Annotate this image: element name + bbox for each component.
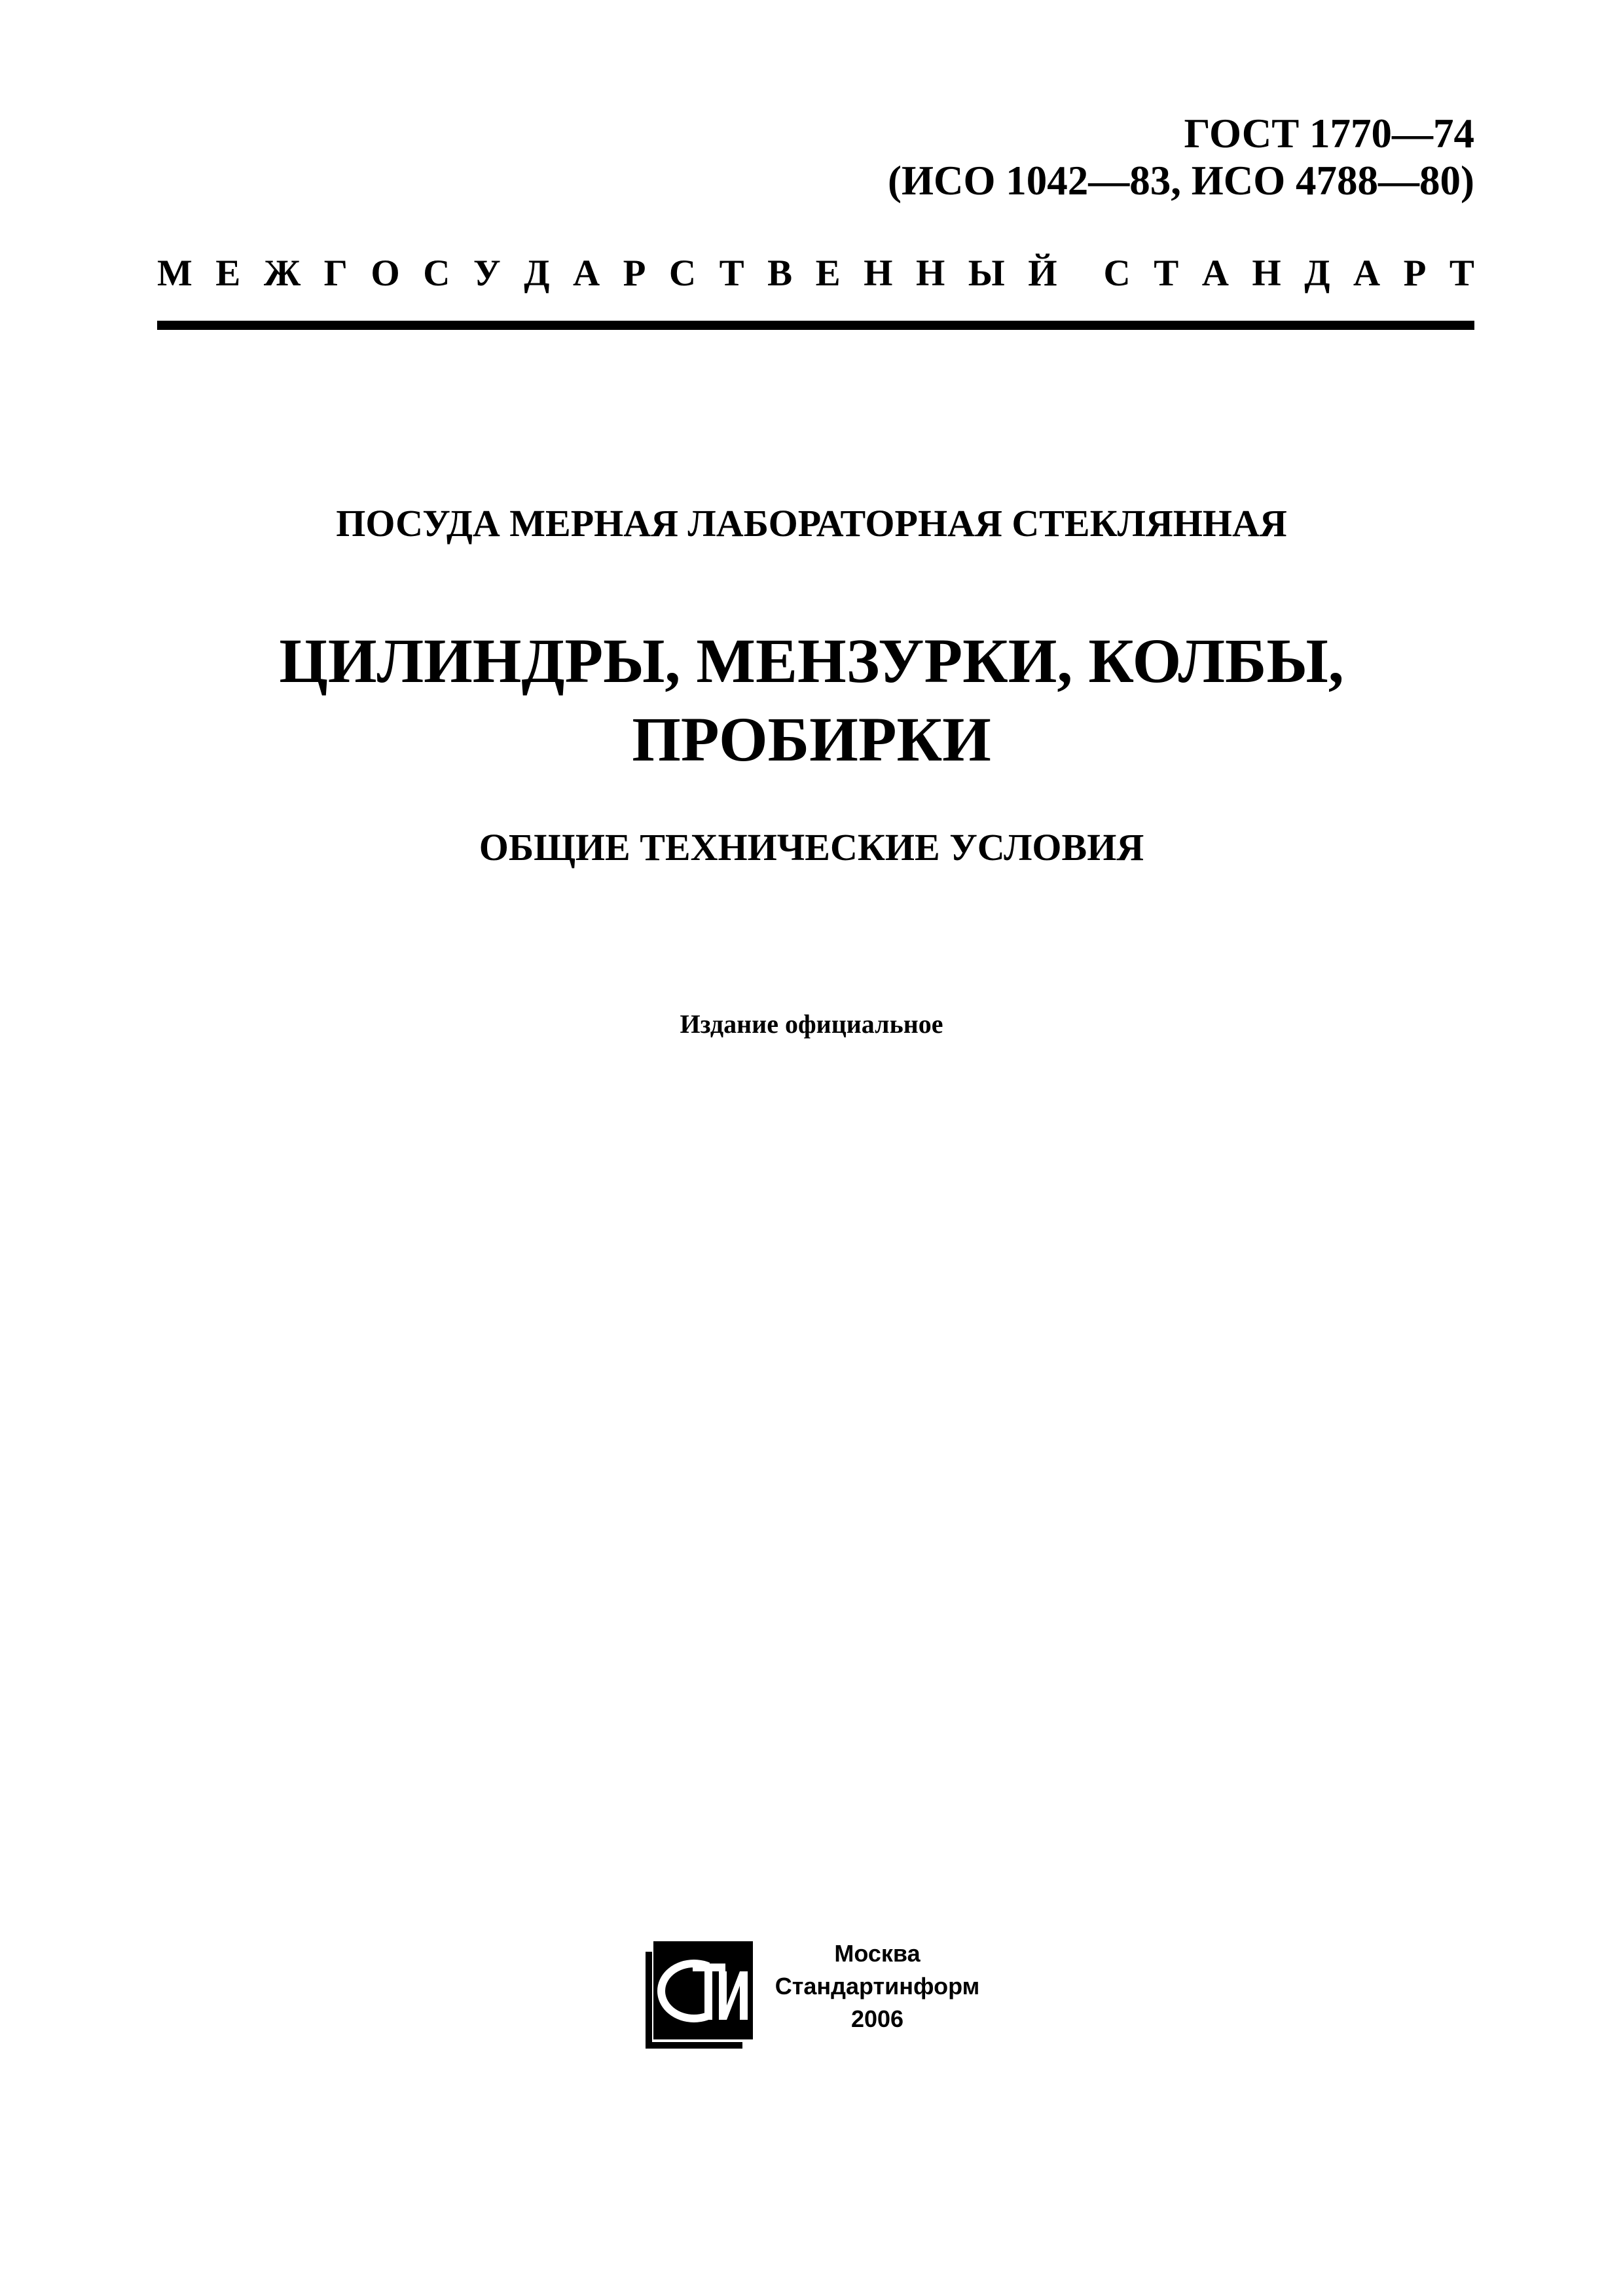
publisher-name: Стандартинформ (775, 1973, 980, 2000)
interstate-letter: Т (1154, 253, 1179, 294)
edition-note: Издание официальное (680, 1009, 943, 1039)
interstate-letter: С (668, 253, 697, 294)
interstate-letter: О (371, 253, 400, 294)
interstate-letter: Р (623, 253, 646, 294)
interstate-letter: Д (524, 253, 550, 294)
interstate-letter: А (1201, 253, 1229, 294)
interstate-letter: Ж (263, 253, 301, 294)
interstate-letter: С (1103, 253, 1131, 294)
document-subject: ПОСУДА МЕРНАЯ ЛАБОРАТОРНАЯ СТЕКЛЯННАЯ (336, 502, 1287, 545)
interstate-standard-label (157, 247, 1474, 300)
header-divider (157, 321, 1474, 330)
interstate-letter: Н (1252, 253, 1281, 294)
document-subtitle: ОБЩИЕ ТЕХНИЧЕСКИЕ УСЛОВИЯ (479, 826, 1144, 869)
interstate-letter: Е (215, 253, 241, 294)
interstate-letter: Й (1028, 253, 1057, 294)
publisher-block (766, 1937, 989, 2036)
interstate-letter: Д (1304, 253, 1330, 294)
interstate-letter: Т (1449, 253, 1474, 294)
document-title (0, 622, 1623, 779)
title-line: ЦИЛИНДРЫ, МЕНЗУРКИ, КОЛБЫ, (279, 626, 1344, 696)
interstate-letter: М (157, 253, 192, 294)
interstate-letter: А (1353, 253, 1381, 294)
interstate-letter: С (423, 253, 450, 294)
interstate-letter: Ы (968, 253, 1005, 294)
interstate-letter: В (767, 253, 793, 294)
standard-number: ГОСТ 1770—74 (1184, 111, 1474, 156)
logo-graphic (642, 1937, 757, 2053)
standard-designation (888, 110, 1474, 204)
interstate-letter: Т (719, 253, 744, 294)
interstate-letter: А (572, 253, 600, 294)
publication-year: 2006 (850, 2005, 904, 2032)
standartinform-logo-icon (642, 1937, 757, 2053)
title-line: ПРОБИРКИ (632, 704, 991, 774)
interstate-letter: Н (864, 253, 893, 294)
interstate-letter: Е (815, 253, 841, 294)
publisher-city: Москва (834, 1940, 921, 1967)
iso-reference: (ИСО 1042—83, ИСО 4788—80) (888, 158, 1474, 204)
interstate-letter: Р (1403, 253, 1427, 294)
interstate-letter: Н (915, 253, 945, 294)
interstate-letter: У (473, 253, 501, 294)
interstate-letter: Г (323, 253, 348, 294)
